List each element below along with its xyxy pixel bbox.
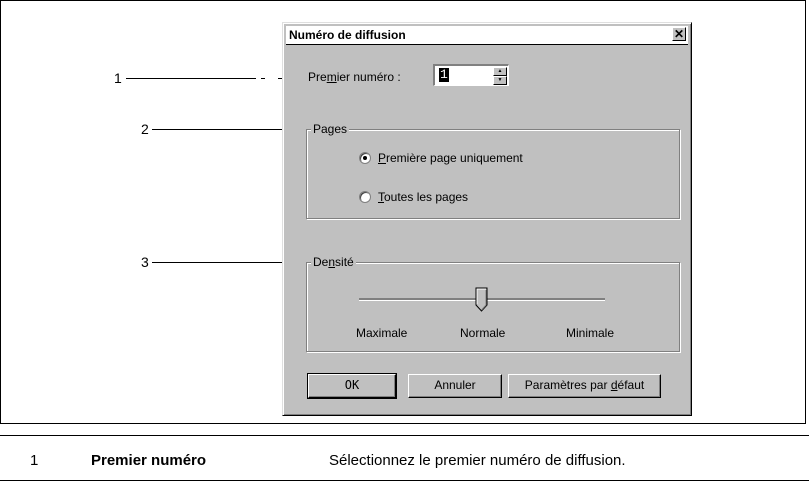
- defaults-button-label: Paramètres par défaut: [524, 378, 645, 392]
- cancel-button-label: Annuler: [434, 378, 476, 392]
- defaults-button[interactable]: [508, 374, 661, 398]
- callout-1-line: [126, 78, 256, 79]
- density-legend: Densité: [313, 255, 354, 269]
- table-top-border: [0, 435, 809, 436]
- spin-up-icon: ▲: [497, 68, 503, 74]
- table-bottom-border: [0, 480, 809, 481]
- callout-2: 2: [141, 121, 149, 137]
- callout-1: 1: [114, 70, 122, 86]
- first-number-stepper[interactable]: [433, 64, 509, 86]
- spin-down-button[interactable]: [493, 76, 507, 85]
- radio-first-page-only[interactable]: [359, 152, 371, 164]
- dialog-title: Numéro de diffusion: [289, 28, 406, 42]
- title-bar[interactable]: [286, 26, 688, 45]
- ok-button[interactable]: [308, 374, 396, 398]
- pages-group: [306, 122, 680, 219]
- callout-3: 3: [141, 254, 149, 270]
- density-label-normal: Normale: [460, 326, 506, 340]
- spin-up-button[interactable]: [493, 67, 507, 76]
- ok-button-label: OK: [344, 378, 360, 392]
- pages-legend: Pages: [313, 122, 348, 136]
- table-row-description: Sélectionnez le premier numéro de diffusion.: [329, 452, 626, 469]
- callout-1-line-end: [261, 78, 265, 79]
- first-number-label: Premier numéro :: [308, 70, 401, 84]
- radio-selected-dot: [363, 156, 367, 160]
- density-slider-thumb[interactable]: [475, 287, 489, 313]
- density-label-max: Maximale: [356, 326, 408, 340]
- close-icon: ✕: [673, 27, 685, 41]
- table-row-term: Premier numéro: [91, 452, 207, 469]
- all-pages-label[interactable]: Toutes les pages: [378, 190, 469, 204]
- cancel-button[interactable]: [408, 374, 502, 398]
- radio-all-pages[interactable]: [359, 191, 371, 203]
- spin-down-icon: ▼: [497, 77, 503, 83]
- first-page-only-label[interactable]: Première page uniquement: [378, 151, 523, 165]
- first-number-value[interactable]: 1: [440, 67, 448, 82]
- close-button[interactable]: [672, 27, 686, 41]
- table-row-num: 1: [30, 452, 39, 469]
- density-label-min: Minimale: [566, 326, 615, 340]
- spin-buttons: [493, 67, 507, 85]
